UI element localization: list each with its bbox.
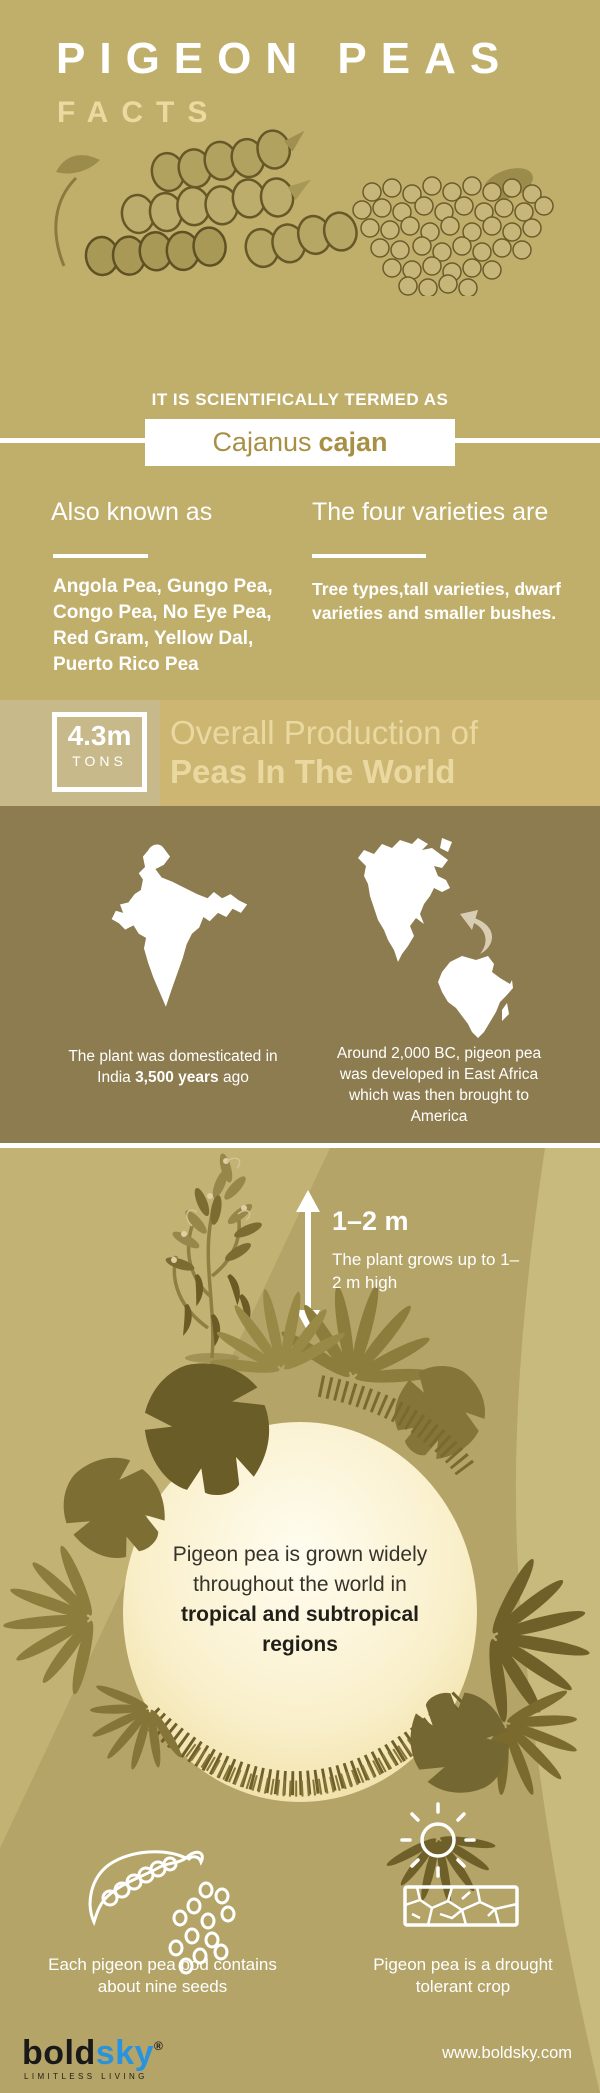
origin-section [0,806,600,1143]
varieties-body: Tree types,tall varieties, dwarf varieties and smaller bushes. [312,579,562,623]
north-america-map-icon [358,838,450,962]
species-name: cajan [318,427,388,457]
production-unit: TONS [72,753,127,769]
america-africa-map-group [356,836,518,1040]
plant-height-value: 1–2 m [332,1206,409,1236]
logo-tagline: LIMITLESS LIVING [24,2072,148,2081]
india-caption-post: ago [218,1069,249,1086]
page-title: PIGEON PEAS [56,34,514,83]
india-caption-pre: The plant was domesticated in India [68,1048,278,1086]
production-title-line2: Peas In The World [170,753,456,790]
logo-text-sky: sky [95,2034,154,2072]
also-known-as-heading: Also known as [51,498,213,526]
pod-3 [84,226,227,278]
scientific-label: IT IS SCIENTIFICALLY TERMED AS [151,390,449,409]
distribution-text [168,1540,432,1660]
pod-4 [242,206,361,273]
registered-mark: ® [154,2039,164,2053]
scientific-name-box [145,419,455,466]
website-link[interactable]: www.boldsky.com [442,2044,572,2062]
curved-arrow-icon [460,910,492,954]
varieties-underline [312,554,426,558]
india-caption [60,1046,286,1088]
africa-caption: Around 2,000 BC, pigeon pea was developed in East Africa which was then brought to America [336,1045,542,1125]
also-known-as-body: Angola Pea, Gungo Pea, Congo Pea, No Eye Pea, Red Gram, Yellow Dal, Puerto Rico Pea [53,576,273,675]
growth-section [0,1148,600,2093]
boldsky-logo [22,2036,163,2081]
distribution-text-pre: Pigeon pea is grown widely throughout the world in [172,1543,428,1596]
india-caption-bold: 3,500 years [135,1069,219,1086]
distribution-text-bold: tropical and subtropical regions [180,1603,420,1656]
varieties-heading: The four varieties are [312,498,549,526]
page-subtitle: FACTS [57,96,221,129]
pod-fact-caption: Each pigeon pea pod contains about nine seeds [48,1955,277,1996]
logo-text-bold: bold [22,2034,96,2072]
genus-name: Cajanus [212,427,312,457]
production-title-line1: Overall Production of [170,714,479,751]
production-banner [0,700,600,806]
pea-pods-illustration [40,120,560,296]
production-amount: 4.3m [67,720,132,751]
also-known-as-underline [53,554,148,558]
africa-map-icon [438,956,513,1038]
drought-fact-caption: Pigeon pea is a drought tolerant crop [373,1955,553,1996]
plant-height-description: The plant grows up to 1–2 m high [332,1250,520,1292]
seed-pile [353,177,553,296]
top-section [0,0,600,700]
production-amount-box [52,712,147,792]
india-map-icon [90,842,248,1014]
